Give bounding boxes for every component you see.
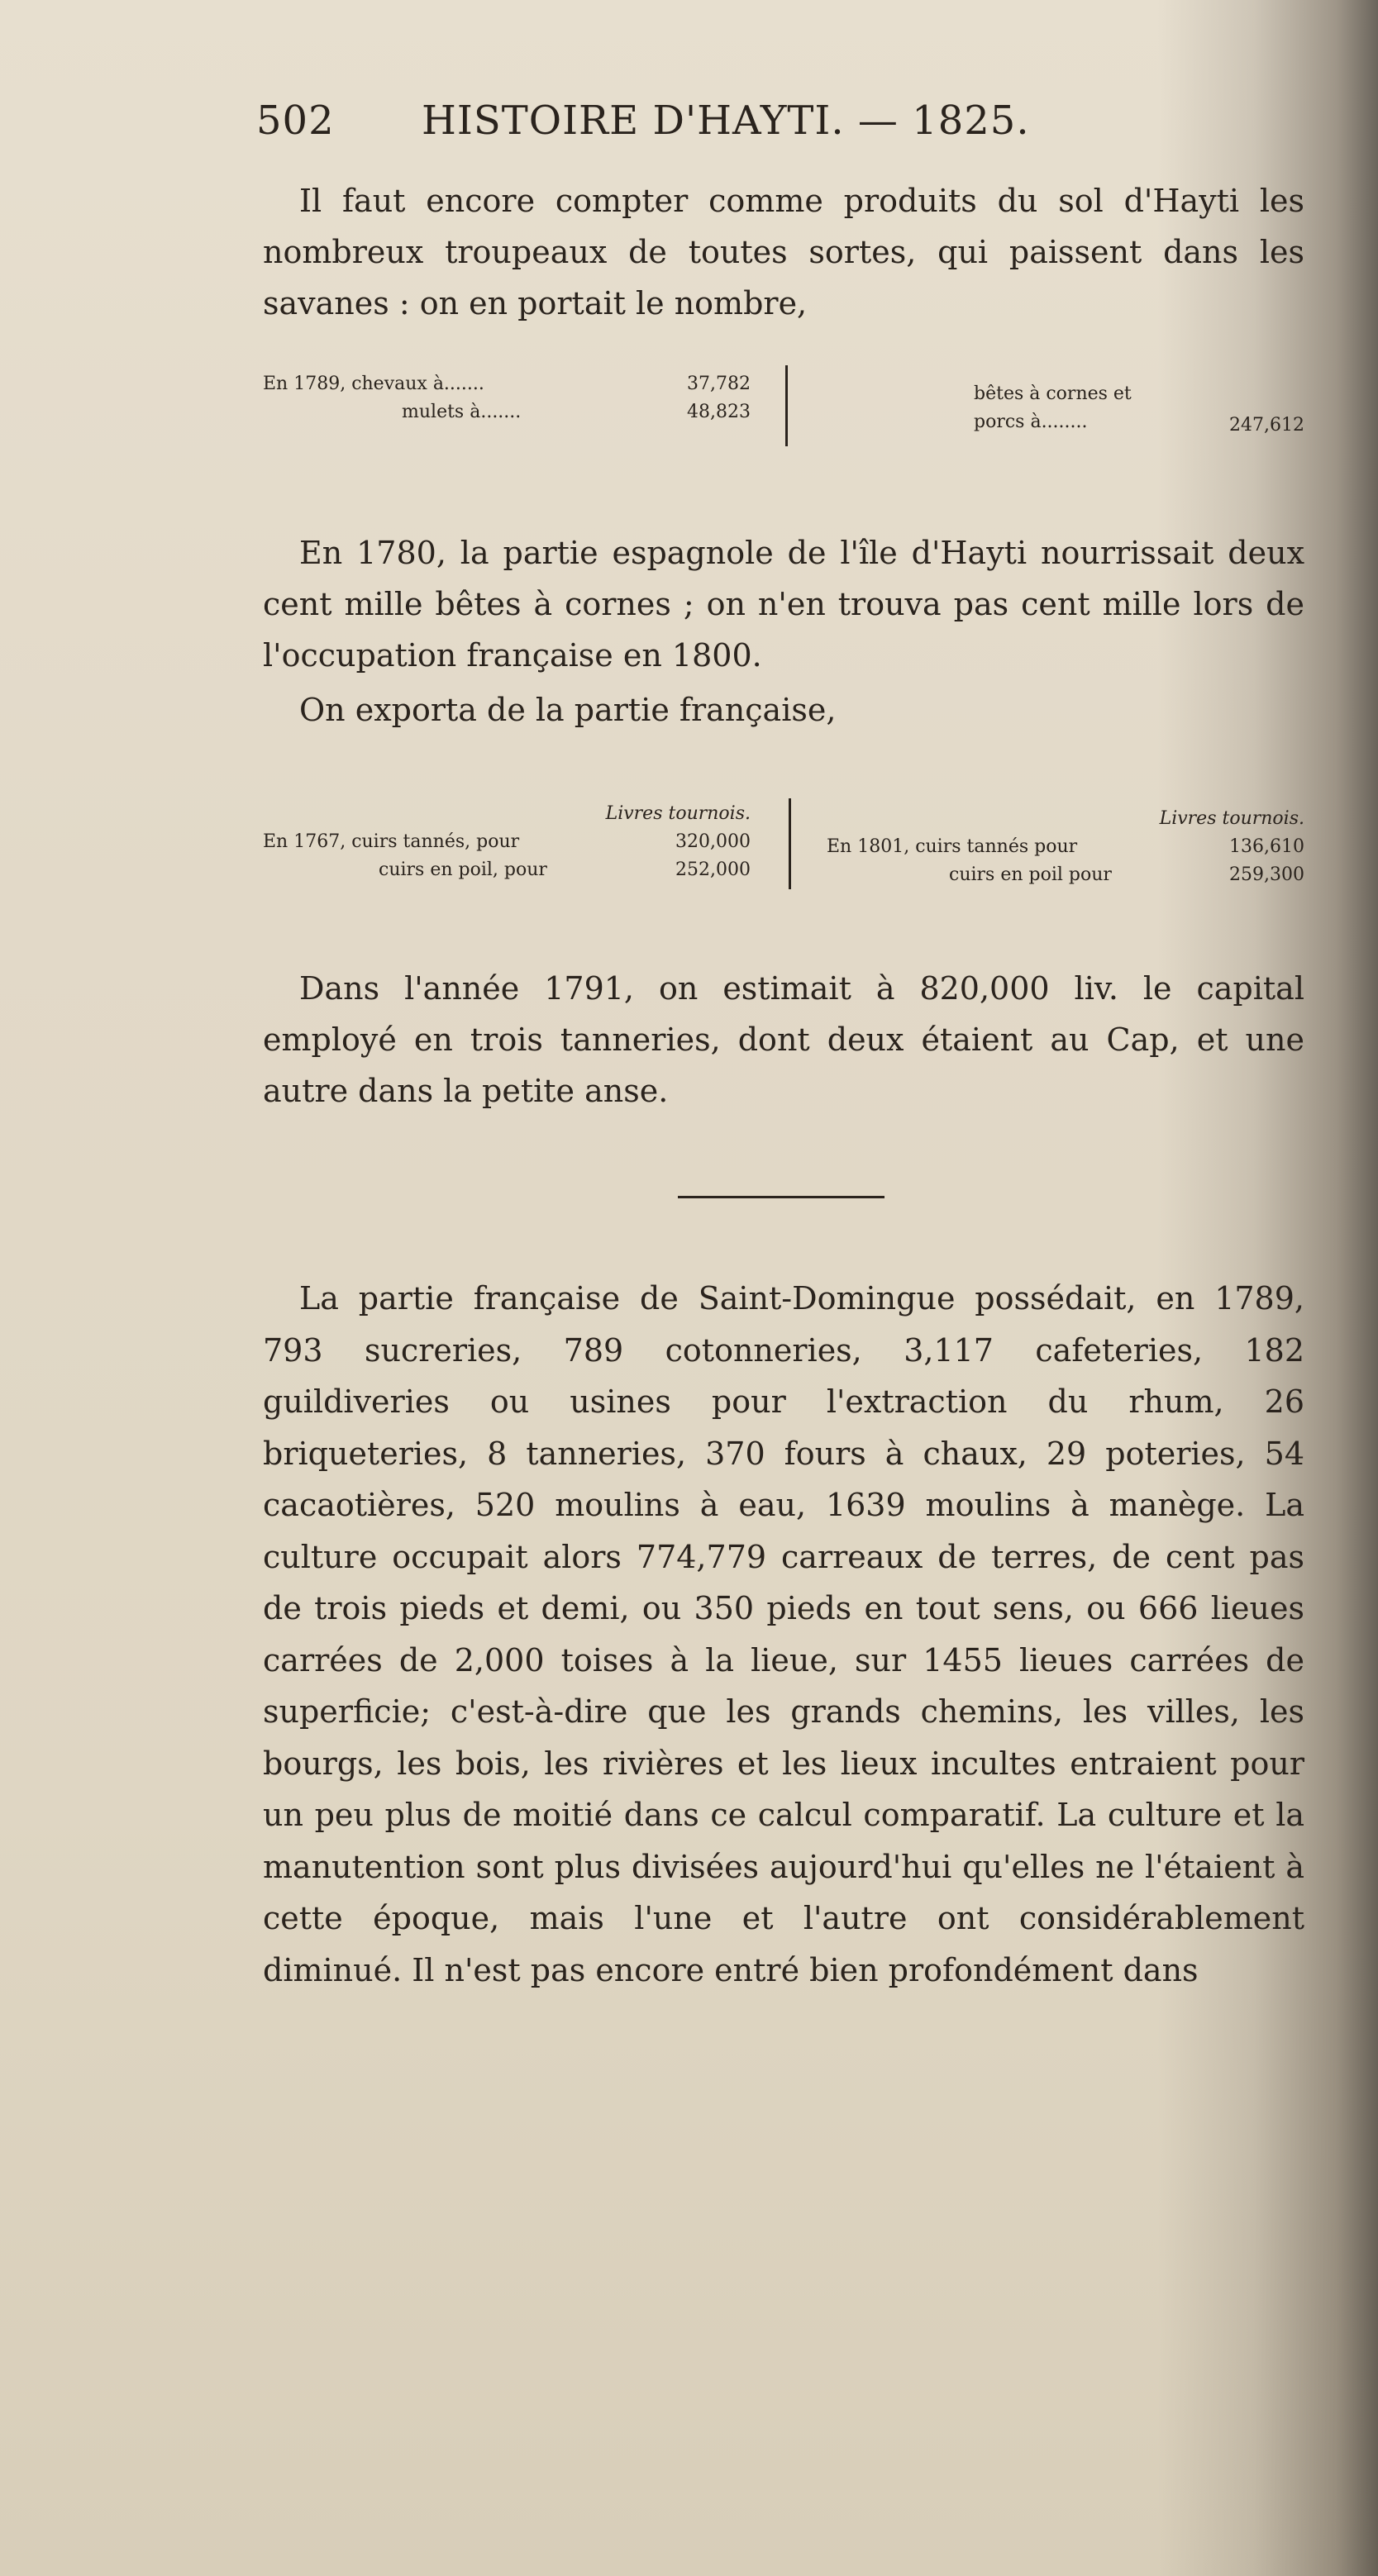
- table-cell-value: 37,782: [687, 374, 751, 394]
- page-number: 502: [256, 98, 335, 144]
- page-title: HISTOIRE D'HAYTI. — 1825.: [422, 98, 1030, 144]
- table-cell-value: 247,612: [1229, 415, 1304, 436]
- livestock-table: [263, 370, 1304, 461]
- hides-export-table: [263, 800, 1304, 916]
- paragraph-tanneries: [263, 963, 1304, 1117]
- paragraph-text: On exporta de la partie française,: [299, 692, 837, 728]
- table-cell-label: En 1801, cuirs tannés pour: [827, 836, 1078, 857]
- table-cell-value: 48,823: [687, 402, 751, 422]
- paragraph-text: Dans l'année 1791, on estimait à 820,000 liv. le capital employé en trois tanneries, dont deux étaient au Cap, et une autre dans la petite anse.: [263, 970, 1304, 1109]
- table-cell-label: En 1767, cuirs tannés, pour: [263, 831, 520, 852]
- paragraph-text: En 1780, la partie espagnole de l'île d'Hayti nourrissait deux cent mille bêtes à cornes ; on n'en trouva pas cent mille lors de l'occupation française en 1800.: [263, 535, 1304, 674]
- column-divider: [789, 798, 791, 889]
- table-cell-label: mulets à.......: [402, 402, 522, 422]
- table-cell-value: 252,000: [675, 859, 751, 880]
- table-cell-label: cuirs en poil, pour: [379, 859, 547, 880]
- paragraph-plantations: [263, 1273, 1304, 1996]
- column-divider: [785, 365, 788, 446]
- table-cell-label: En 1789, chevaux à.......: [263, 374, 484, 394]
- paragraph-text: La partie française de Saint-Domingue possédait, en 1789, 793 sucreries, 789 cotonneries, 3,117 cafeteries, 182 guildiveries ou usines pour l'extraction du rhum, 26 briqueteries, 8 tanneries, 370 fours à chaux, 29 poteries, 54 cacaotières, 520 moulins à eau, 1639 moulins à manège. La culture occupait alors 774,779 carreaux de terres, de cent pas de trois pieds et demi, ou 350 pieds en tout sens, ou 666 lieues carrées de 2,000 toises à la lieue, sur 1455 lieues carrées de superficie; c'est-à-dire que les grands chemins, les villes, les bourgs, les bois, les rivières et les lieux incultes entraient pour un peu plus de moitié dans ce calcul comparatif. La culture et la manutention sont plus divisées aujourd'hui qu'elles ne l'étaient à cette époque, mais l'une et l'autre ont considérablement diminué. Il n'est pas encore entré bien profondément dans: [263, 1280, 1304, 1988]
- table-cell-value: 259,300: [1229, 864, 1304, 885]
- table-cell-value: 320,000: [675, 831, 751, 852]
- section-divider: [678, 1196, 884, 1198]
- table-cell-label: porcs à........: [974, 412, 1088, 432]
- table-cell-label: bêtes à cornes et: [974, 383, 1132, 404]
- running-header: [256, 98, 1149, 155]
- table-cell-value: 136,610: [1229, 836, 1304, 857]
- table-cell-label: cuirs en poil pour: [949, 864, 1112, 885]
- paragraph-text: Il faut encore compter comme produits du sol d'Hayti les nombreux troupeaux de toutes sortes, qui paissent dans les savanes : on en portait le nombre,: [263, 183, 1304, 321]
- column-header: Livres tournois.: [605, 803, 751, 824]
- column-header: Livres tournois.: [1159, 808, 1304, 829]
- paragraph-livestock: [263, 175, 1304, 329]
- paragraph-spanish-part: [263, 527, 1304, 736]
